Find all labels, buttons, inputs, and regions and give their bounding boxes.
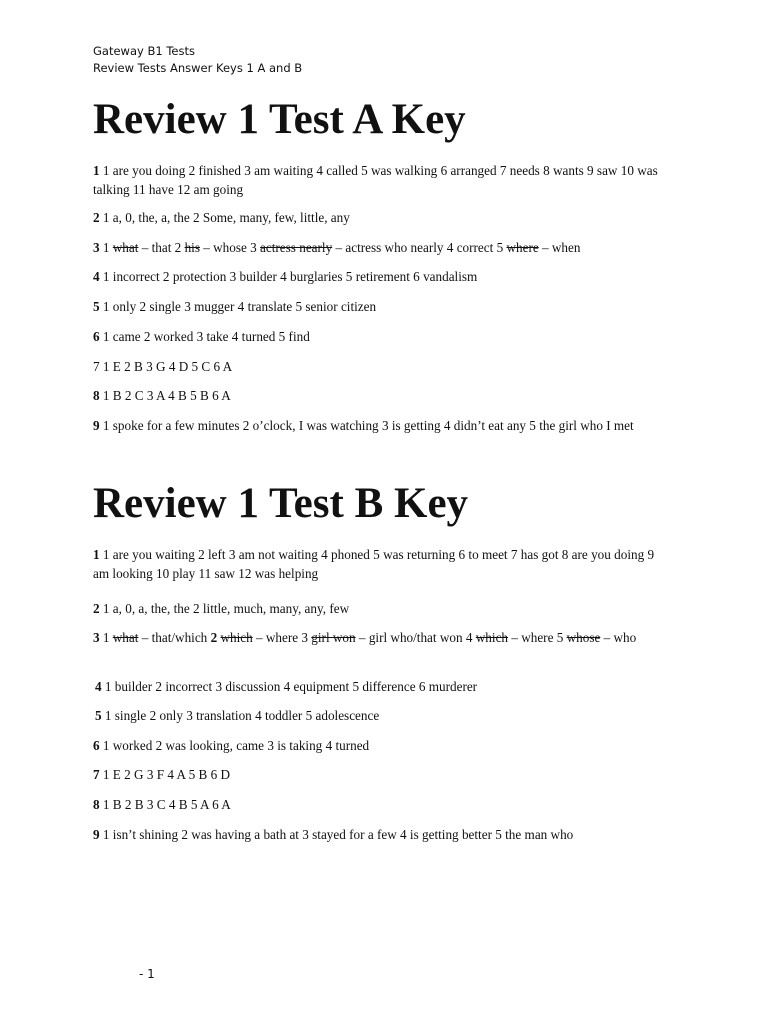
test-b-answer-8	[93, 795, 683, 814]
answer-text: 1 are you waiting 2 left 3 am not waiting 4 phoned 5 was returning 6 to meet 7 has got 8 are you doing 9 am looking 10 play 11 saw 12 was helping	[93, 547, 655, 581]
test-a-answer-7	[93, 357, 683, 376]
answer-text: 1 worked 2 was looking, came 3 is taking 4 turned	[99, 738, 370, 753]
answer-number: 9	[93, 418, 100, 433]
answer-text: – girl who/that won 4	[355, 630, 476, 645]
answer-number: 6	[93, 738, 100, 753]
answer-text: 1 builder 2 incorrect 3 discussion 4 equipment 5 difference 6 murderer	[101, 679, 478, 694]
answer-text: 1 came 2 worked 3 take 4 turned 5 find	[99, 329, 310, 344]
answer-text: – that/which	[138, 630, 211, 645]
test-b-answer-4	[95, 677, 685, 696]
answer-subnumber: 2	[210, 630, 218, 645]
answer-number: 6	[93, 329, 100, 344]
struck-word: which	[475, 630, 509, 645]
answer-text: 1 spoke for a few minutes 2 o’clock, I was watching 3 is getting 4 didn’t eat any 5 the girl who I met	[99, 418, 634, 433]
answer-text: – where 3	[252, 630, 312, 645]
answer-text: 1 single 2 only 3 translation 4 toddler 5 adolescence	[101, 708, 380, 723]
struck-word: what	[112, 630, 139, 645]
answer-number: 4	[93, 269, 100, 284]
answer-number: 8	[93, 388, 100, 403]
test-b-answer-1	[93, 545, 668, 583]
test-a-title: Review 1 Test A Key	[93, 96, 466, 143]
test-b-answer-2	[93, 599, 683, 618]
answer-number: 3	[93, 630, 100, 645]
answer-text: 7 1 E 2 B 3 G 4 D 5 C 6 A	[93, 359, 233, 374]
answer-number: 1	[93, 163, 100, 178]
page-number: - 1	[139, 967, 155, 981]
test-b-answer-6	[93, 736, 683, 755]
header-line-1: Gateway B1 Tests	[93, 44, 195, 58]
answer-text: 1 only 2 single 3 mugger 4 translate 5 senior citizen	[99, 299, 377, 314]
test-a-answer-9	[93, 416, 733, 435]
struck-word: his	[184, 240, 200, 255]
answer-text: 1 B 2 C 3 A 4 B 5 B 6 A	[99, 388, 231, 403]
answer-text: 1 E 2 G 3 F 4 A 5 B 6 D	[99, 767, 231, 782]
answer-number: 7	[93, 767, 100, 782]
test-a-answer-1	[93, 161, 683, 199]
answer-text: – that 2	[138, 240, 185, 255]
answer-number: 4	[95, 679, 102, 694]
answer-text: 1 B 2 B 3 C 4 B 5 A 6 A	[99, 797, 231, 812]
struck-word: girl won	[311, 630, 356, 645]
answer-number: 9	[93, 827, 100, 842]
answer-text: 1	[99, 240, 113, 255]
answer-text: 1 incorrect 2 protection 3 builder 4 burglaries 5 retirement 6 vandalism	[99, 269, 478, 284]
test-b-answer-9	[93, 825, 733, 844]
test-a-answer-3	[93, 238, 683, 257]
answer-number: 1	[93, 547, 100, 562]
answer-text: – whose 3	[199, 240, 261, 255]
answer-number: 2	[93, 601, 100, 616]
struck-word: whose	[566, 630, 601, 645]
test-a-answer-4	[93, 267, 683, 286]
answer-number: 2	[93, 210, 100, 225]
test-a-answer-6	[93, 327, 683, 346]
test-a-answer-8	[93, 386, 683, 405]
struck-word: actress nearly	[260, 240, 333, 255]
answer-text: 1 isn’t shining 2 was having a bath at 3 stayed for a few 4 is getting better 5 the man who	[99, 827, 574, 842]
answer-text: – who	[600, 630, 637, 645]
answer-text: 1 a, 0, a, the, the 2 little, much, many, any, few	[99, 601, 350, 616]
struck-word: what	[112, 240, 139, 255]
answer-text: 1 a, 0, the, a, the 2 Some, many, few, little, any	[99, 210, 350, 225]
answer-text: – when	[538, 240, 581, 255]
answer-text: 1	[99, 630, 113, 645]
answer-number: 8	[93, 797, 100, 812]
answer-text: – where 5	[508, 630, 567, 645]
test-a-answer-5	[93, 297, 683, 316]
answer-number: 5	[95, 708, 102, 723]
answer-number: 5	[93, 299, 100, 314]
test-b-answer-3	[93, 628, 668, 647]
struck-word: which	[220, 630, 253, 645]
answer-number: 3	[93, 240, 100, 255]
test-a-answer-2	[93, 208, 683, 227]
test-b-answer-5	[95, 706, 685, 725]
struck-word: where	[506, 240, 539, 255]
header-line-2: Review Tests Answer Keys 1 A and B	[93, 61, 303, 75]
answer-text: – actress who nearly 4 correct 5	[332, 240, 507, 255]
answer-text: 1 are you doing 2 finished 3 am waiting 4 called 5 was walking 6 arranged 7 needs 8 wants 9 saw 10 was talking 11 have 12 am going	[93, 163, 658, 197]
test-b-title: Review 1 Test B Key	[93, 480, 469, 527]
test-b-answer-7	[93, 765, 683, 784]
